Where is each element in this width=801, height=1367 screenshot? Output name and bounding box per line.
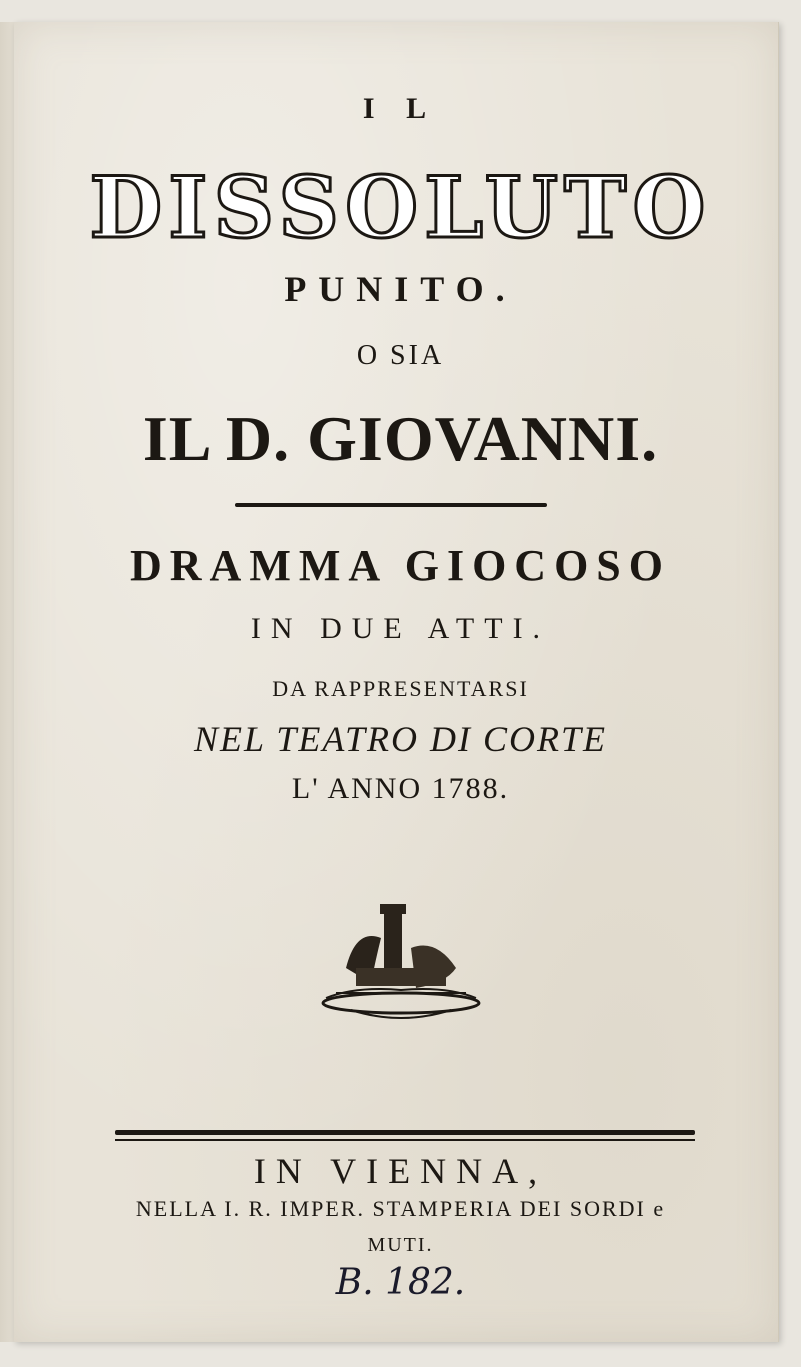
imprint-printer: NELLA I. R. IMPER. STAMPERIA DEI SORDI e	[135, 1196, 666, 1221]
imprint-city: IN VIENNA,	[253, 1151, 548, 1191]
acts-line: IN DUE ATTI.	[250, 612, 551, 645]
genre-line: DRAMMA GIOCOSO	[130, 541, 671, 590]
title-osia: O SIA	[356, 340, 445, 371]
performance-line: DA RAPPRESENTARSI	[272, 676, 529, 701]
bottom-rule-thick	[115, 1130, 695, 1135]
handwritten-shelf-mark: B. 182.	[335, 1262, 466, 1303]
imprint-printer-cont: MUTI.	[367, 1234, 434, 1256]
decorative-rule	[235, 503, 547, 507]
year-line: L' ANNO 1788.	[291, 772, 510, 805]
landscape-vignette-icon	[316, 898, 486, 1030]
title-line-il: I L	[362, 92, 439, 125]
bottom-rule-thin	[115, 1139, 695, 1141]
title-giovanni: IL D. GIOVANNI.	[142, 403, 659, 474]
theatre-line: NEL TEATRO DI CORTE	[193, 719, 608, 759]
title-punito: PUNITO.	[284, 269, 517, 309]
title-dissoluto: DISSOLUTO	[89, 158, 712, 257]
